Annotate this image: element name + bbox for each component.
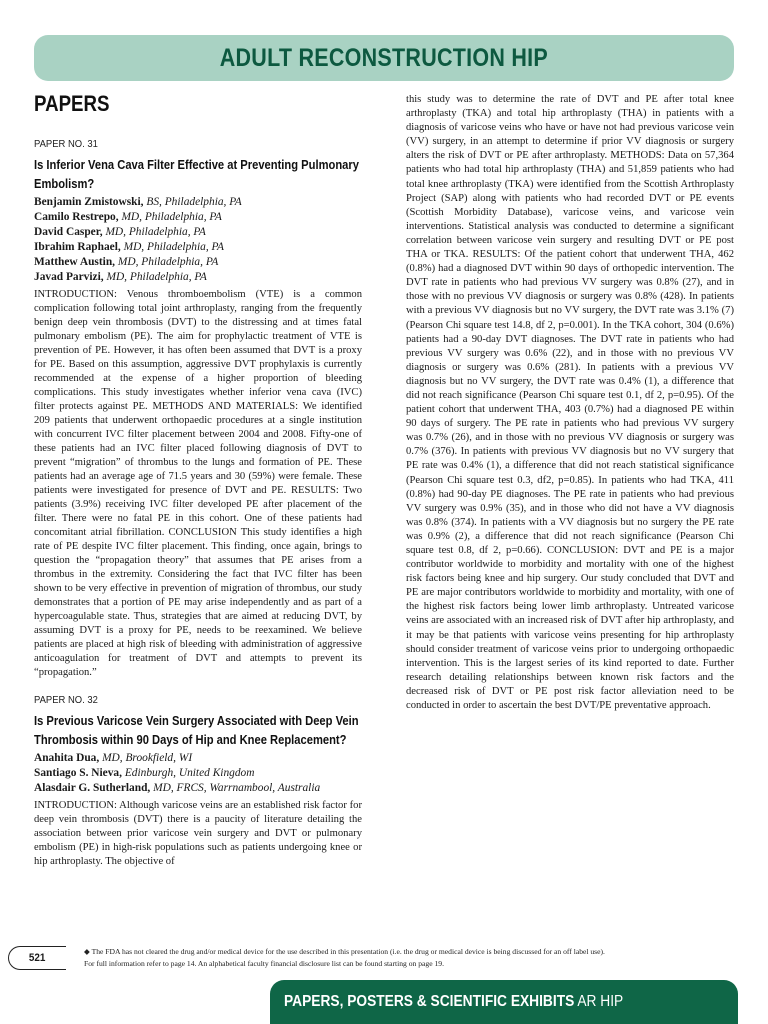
author-name: Camilo Restrepo, xyxy=(34,211,119,223)
author-item xyxy=(34,766,362,781)
paper-title: Is Inferior Vena Cava Filter Effective at Preventing Pulmonary Embolism? xyxy=(34,157,359,191)
author-affiliation: MD, Philadelphia, PA xyxy=(123,241,224,253)
footnote-line: ◆ The FDA has not cleared the drug and/or medical device for the use described in this presentation (i.e. the drug or medical device is being discussed for an off label use). xyxy=(84,947,605,956)
page-number-box xyxy=(8,946,66,970)
author-item xyxy=(34,751,362,766)
paper-abstract: INTRODUCTION: Venous thromboembolism (VTE) is a common complication following total joint arthroplasty, ranging from the frequently benign deep vein thrombosis (DVT) to the distressing and at times fatal pulmonary embolism (PE). The aim for prophylactic treatment of VTE is prevention of PE. However, it has often been assumed that DVT is a proxy for PE. Based on this assumption, aggressive DVT prophylaxis is currently recommended at the expense of a higher proportion of bleeding complications. This study investigates whether inferior vena cava (IVC) filter protects against PE. METHODS AND MATERIALS: We identified 209 patients that underwent orthopaedic procedures at a single institution with concurrent IVC filter placement between 2004 and 2008. Fifty-one of these patients had an IVC filter placed following diagnosis of DVT to prevent “migration” of thrombus to the lungs and formation of PE. These patients had an average age of 71.5 years and 30 (59%) were female. These patients were investigated for presence of DVT and PE. RESULTS: Two patients (3.9%) receiving IVC filter developed PE after placement of the filter. There were no fatal PE in this cohort. One of these patients had concomitant atrial fibrillation. CONCLUSION This study identifies a high rate of PE despite IVC filter placement. This finding, once again, brings to question the “propagation theory” that assumes that PE arises from a thrombus in the extremity. Considering the fact that IVC filter has been shown to be very effective in prevention of migration of thrombus, our study demonstrates that a portion of PE may arise independently and as part of a hypercoagulable state. Thus, strategies that are aimed at reducing DVT, by assuming DVT is a proxy for PE, needs to be reexamined. We believe patients are placed at high risk of bleeding with administration of aggressive anticoagulation for treatment of DVT and attempts to prevent its “propagation.” xyxy=(34,289,362,678)
author-name: Anahita Dua, xyxy=(34,752,100,764)
author-name: Matthew Austin, xyxy=(34,256,116,268)
author-list xyxy=(34,751,362,796)
author-affiliation: MD, Philadelphia, PA xyxy=(117,256,219,268)
footer-title-bold: PAPERS, POSTERS & SCIENTIFIC EXHIBITS xyxy=(284,993,575,1010)
author-list xyxy=(34,195,362,285)
section-title: PAPERS xyxy=(34,91,110,116)
paper-abstract-continued: this study was to determine the rate of DVT and PE after total knee arthroplasty (TKA) and total hip arthroplasty (THA) in patients with a diagnosis of varicose veins who have or have not had previous varicose vein (VV) surgery, in an attempt to determine if prior VV diagnosis or surgery alters the risk of DVT or PE after arthroplasty. METHODS: Data on 57,364 patients who had total hip arthroplasty (THA) and 51,859 patients who had total knee arthroplasty (TKA) were identified from the Scottish Arthroplasty Project (SAP) along with patients who had recorded DVT or PE events (Scottish Morbidity Database), varicose veins, and varicose vein interventions. Statistical analysis was conducted to determine a significant correlation between varicose vein surgery and resulting DVT or PE post THA or TKA. RESULTS: Of the patient cohort that underwent THA, 462 (0.8%) had a diagnosed DVT within 90 days of orthopedic intervention. The DVT rate in patients who had previous VV surgery was 0.8% (27), and in those with no previous VV diagnosis or surgery was 0.8% (428). In patients with a previous VV diagnosis but no VV surgery, the DVT rate was 3.1% (7) (Pearson Chi square test 14.8, df 2, p=0.001). In the TKA cohort, 304 (0.6%) patients had a 90-day DVT diagnoses. The DVT rate in patients who had previous VV surgery was 0.6% (22), and in those with no previous VV diagnosis or surgery was 0.6% (281). In patients with a previous VV diagnosis but no VV surgery, the DVT rate was 0.4% (1), a difference that did not reach significance (Pearson Chi square test 0.1, df 2, p=0.95). Of the patient cohort that underwent THA, 403 (0.7%) had a diagnosed PE within 90 days of surgery. The PE rate in patients who had previous VV surgery was 0.7% (26), and in those with no previous VV diagnosis or surgery was 0.7% (376). In patients with previous VV diagnosis but no VV surgery that PE rate was 0.4% (1), a difference that did not reach statistical significance (Pearson Chi square test 0.3, df2, p=0.85). In patients who had TKA, 411 (0.8%) had 90-day PE diagnoses. The PE rate in patients who had previous VV surgery was 0.9% (35), and in those who did not have a VV diagnosis was 0.8% (374). In patients with a VV diagnosis but no surgery the PE rate was 0.9% (2), a difference that did not reach significance (Pearson Chi square test 0.8, df 2, p=0.66). CONCLUSION: DVT and PE is a major contributor worldwide to morbidity and mortality with one of the highest risk factors being knee and hip surgery. Our study concluded that DVT and PE are major contributors worldwide to morbidity and mortality, with one of the highest risk factors being lower limb arthroplasty. Untreated varicose veins are associated with an increased risk of DVT after hip arthroplasty, and it may be that patients with varicose veins presenting for hip arthroplasty should consider treatment of varicose veins prior to undergoing orthopaedic intervention. This is the largest series of its kind reported to date. Further research detailing relationships between known risk factors and the decreased risk of DVT or PE post risk factor alleviation need to be conducted in order to ascertain the best DVT/PE preventative approach. xyxy=(406,94,734,712)
author-item xyxy=(34,195,362,210)
author-affiliation: BS, Philadelphia, PA xyxy=(146,196,242,208)
section-banner xyxy=(34,35,734,81)
banner-title: ADULT RECONSTRUCTION HIP xyxy=(219,43,549,72)
fda-footnote xyxy=(84,946,724,970)
author-item xyxy=(34,781,362,796)
author-affiliation: MD, Philadelphia, PA xyxy=(121,211,222,223)
author-name: Javad Parvizi, xyxy=(34,271,104,283)
author-item xyxy=(34,225,362,240)
author-name: Benjamin Zmistowski, xyxy=(34,196,144,208)
author-item xyxy=(34,240,362,255)
paper-31 xyxy=(34,138,362,680)
paper-title: Is Previous Varicose Vein Surgery Associated with Deep Vein Thrombosis within 90 Days of Hip and Knee Replacement? xyxy=(34,713,359,747)
author-affiliation: MD, Brookfield, WI xyxy=(102,752,193,764)
author-name: David Casper, xyxy=(34,226,103,238)
author-name: Santiago S. Nieva, xyxy=(34,767,122,779)
footnote-line: For full information refer to page 14. An alphabetical faculty financial disclosure list can be found starting on page 19. xyxy=(84,959,444,968)
page-number: 521 xyxy=(29,952,46,964)
footer-bar xyxy=(270,980,738,1024)
paper-32 xyxy=(34,694,362,869)
author-affiliation: MD, Philadelphia, PA xyxy=(106,271,207,283)
author-item xyxy=(34,270,362,285)
author-affiliation: MD, FRCS, Warrnambool, Australia xyxy=(153,782,321,794)
author-affiliation: Edinburgh, United Kingdom xyxy=(124,767,255,779)
author-name: Alasdair G. Sutherland, xyxy=(34,782,151,794)
left-column xyxy=(34,92,362,869)
footer-title xyxy=(284,993,623,1011)
paper-abstract-start: INTRODUCTION: Although varicose veins are an established risk factor for deep vein thrombosis (DVT) there is a paucity of literature detailing the association between prior varicose vein surgery and DVT or pulmonary embolism (PE) in high-risk populations such as patients undergoing knee or hip arthroplasty. The objective of xyxy=(34,800,362,867)
author-name: Ibrahim Raphael, xyxy=(34,241,121,253)
right-column xyxy=(406,93,734,713)
author-item xyxy=(34,210,362,225)
author-affiliation: MD, Philadelphia, PA xyxy=(105,226,206,238)
paper-number: PAPER NO. 32 xyxy=(34,694,98,706)
footer-title-light: AR HIP xyxy=(577,993,624,1010)
paper-number: PAPER NO. 31 xyxy=(34,138,98,150)
author-item xyxy=(34,255,362,270)
